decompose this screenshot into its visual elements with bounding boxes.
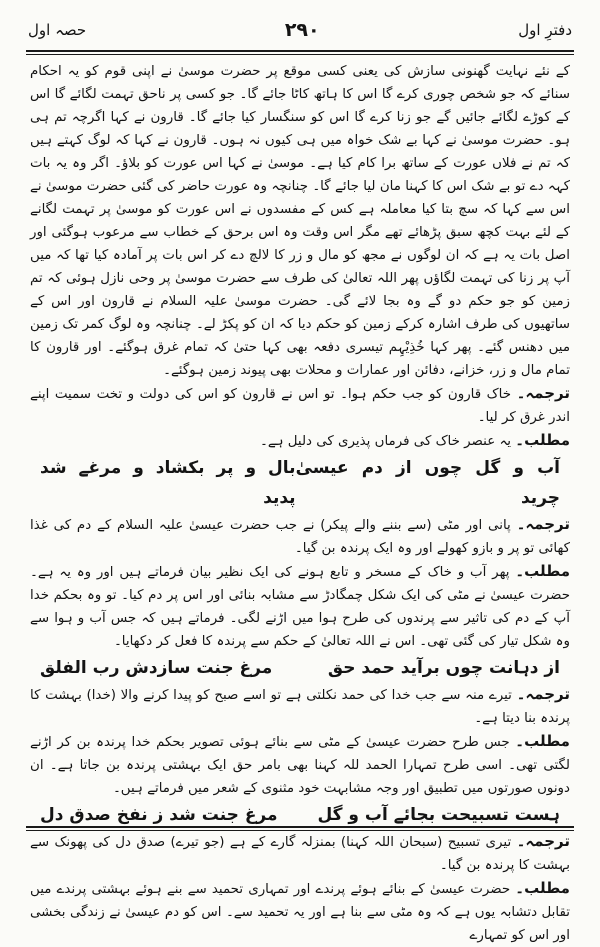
meaning-label: مطلب۔ xyxy=(515,879,570,897)
paragraph-text: کے نئے نہایت گھنونی سازش کی یعنی کسی موقع پر حضرت موسیٰ نے اپنی قوم کو یہ احکام سنائے کہ جو شخص چوری کرے گا اس کا ہاتھ کاٹا جائے گا۔ جو کسی پر ناحق تہمت لگائے گا اس کے کوڑے لگائے جائیں گے جو زنا کرے گا اس کو سنگسار کیا جائے گا۔ قارون نے کہا اگرچہ تم ہی ہو۔ حضرت موسیٰ نے کہا بے شک خواہ میں ہی کیوں نہ ہوں۔ قارون نے کہا کہ لوگ کہتے ہیں کہ تم نے فلاں عورت کے ساتھ برا کام کیا ہے۔ موسیٰ نے کہا اس عورت کو بلاؤ۔ اگر وہ یہ بات کہہ دے تو بے شک اس کا کہنا مان لیا جائے گا۔ چنانچہ وہ عورت حاضر کی گئی حضرت موسیٰ نے اس سے کہا کہ سچ بتا کیا معاملہ ہے کس کے مفسدوں نے اس عورت کو موسیٰ پر تہمت لگانے کے لئے بہت کچھ سبق پڑھائے تھے مگر اس وقت وہ اس برحق کے خطاب سے مرعوب ہوگئی اور اصل بات یہ ہے کہ ان لوگوں نے مجھ کو مال و زر کا لالچ دے کر اس بات پر آمادہ کیا تھا کہ میں آپ پر زنا کی تہمت لگاؤں پھر اللہ تعالیٰ کی طرف سے حضرت موسیٰ پر وحی نازل ہوئی کہ تم زمین کو جو حکم دو گے وہ بجا لائے گی۔ حضرت موسیٰ علیہ السلام نے قارون اور اس کے ساتھیوں کی طرف اشارہ کرکے زمین کو حکم دیا کہ ان کو پکڑ لے۔ چنانچہ وہ لوگ کمر تک زمین میں دھنس گئے۔ پھر کہا خُذِیْہِم تیسری دفعہ بھی کہا حتیٰ کہ تمام غرق ہوگئے۔ اور قارون کا تمام مال و زر، خزانے، دفائن اور عمارات و محلات بھی پیوند زمین ہوگئے۔ xyxy=(30,64,570,378)
paragraph xyxy=(30,877,570,947)
paragraph-text: حضرت عیسیٰ کے بنائے ہوئے پرندے اور تمہاری تحمید سے بنے ہوئے بہشتی پرندے میں تقابل دتشابہ یوں ہے کہ وہ مٹی سے بنا ہے اور یہ تحمید سے۔ اس کو دم عیسیٰ نے زندگی بخشی اور اس کو تمہارے xyxy=(30,882,570,943)
page-body xyxy=(30,60,571,943)
header-part: حصہ اول xyxy=(28,21,87,39)
paragraph xyxy=(30,683,570,730)
meaning-label: مطلب۔ xyxy=(515,562,571,580)
couplet-first-hemistich: ہست تسبیحت بجائے آب و گل xyxy=(317,805,560,825)
meaning-label: مطلب۔ xyxy=(515,732,570,750)
page-header xyxy=(28,12,572,48)
translation-label: ترجمہ۔ xyxy=(516,515,570,533)
footer-rule-thin xyxy=(26,830,574,831)
header-volume: دفترِ اول xyxy=(518,21,572,39)
persian-couplet xyxy=(30,653,570,683)
paragraph xyxy=(30,560,570,653)
couplet-second-hemistich: مرغ جنت سازدش رب الفلق xyxy=(40,658,273,678)
paragraph-text: پھر آب و خاک کے مسخر و تابع ہونے کی ایک نظیر بیان فرماتے ہیں اور وہ یہ ہے۔ حضرت عیسیٰ نے مٹی کی ایک شکل چمگادڑ سے مشابہ بنائی اور اس پر دم کیا۔ تو وہ بحکم خدا آپ کے دم کی تاثیر سے پرندوں کی طرح ہوا میں اڑنے لگی۔ فرماتے ہیں کہ جس آب و ہوا سے وہ شکل تیار کی گئی تھی۔ اس نے اللہ تعالیٰ کے حکم سے پرندہ کا فعل کر دکھایا۔ xyxy=(30,565,570,649)
paragraph-text: خاک قارون کو جب حکم ہوا۔ تو اس نے قارون کو اس کی دولت و تخت سمیت اپنے اندر غرق کر لیا۔ xyxy=(30,387,570,425)
paragraph xyxy=(30,382,570,429)
couplet-second-hemistich: مرغ جنت شد ز نفخ صدق دل xyxy=(40,805,278,825)
translation-label: ترجمہ۔ xyxy=(516,832,570,850)
paragraph-text: یہ عنصر خاک کی فرماں پذیری کی دلیل ہے۔ xyxy=(259,434,512,449)
translation-label: ترجمہ۔ xyxy=(516,384,570,402)
paragraph xyxy=(30,429,570,453)
paragraph xyxy=(30,60,570,382)
paragraph-text: جس طرح حضرت عیسیٰ کے مٹی سے بنائے ہوئی تصویر بحکم خدا پرندہ بن کر اڑنے لگتی تھی۔ اسی طرح تمہارا الحمد للہ کہنا بھی بامر حق ایک بہشتی پرندہ بن جاتا ہے۔ ان دونوں صورتوں میں تطبیق اور وجہ مشابہت خود مثنوی کے شعر میں فرماتے ہیں۔ xyxy=(30,735,570,796)
header-rule-thin xyxy=(26,54,574,55)
couplet-first-hemistich: آب و گل چوں از دم عیسیٰ چرید xyxy=(295,458,560,508)
paragraph xyxy=(30,513,570,560)
header-rule xyxy=(26,50,574,52)
footer-rule xyxy=(26,826,574,828)
couplet-first-hemistich: از دہانت چوں برآید حمد حق xyxy=(327,658,560,678)
paragraph-text: تیری تسبیح (سبحان اللہ کہنا) بمنزلہ گارے کے ہے (جو تیرے) صدق دل کی پھونک سے بہشت کا پرندہ بن گیا۔ xyxy=(30,835,570,873)
page-number: ۲۹۰ xyxy=(284,19,320,41)
persian-couplet xyxy=(30,453,570,513)
paragraph-text: تیرے منہ سے جب خدا کی حمد نکلتی ہے تو اسے صبح کو پیدا کرنے والا (خدا) بہشت کا پرندہ بنا دیتا ہے۔ xyxy=(30,688,570,726)
meaning-label: مطلب۔ xyxy=(515,431,570,449)
paragraph-text: پانی اور مٹی (سے بننے والے پیکر) نے جب حضرت عیسیٰ علیہ السلام کے دم کی غذا کھائی تو پر و بازو کھولے اور وہ ایک پرندہ بن گیا۔ xyxy=(30,518,570,556)
paragraph xyxy=(30,830,570,877)
couplet-second-hemistich: بال و پر بکشاد و مرغے شد پدید xyxy=(40,458,296,508)
paragraph xyxy=(30,730,570,800)
translation-label: ترجمہ۔ xyxy=(516,685,570,703)
